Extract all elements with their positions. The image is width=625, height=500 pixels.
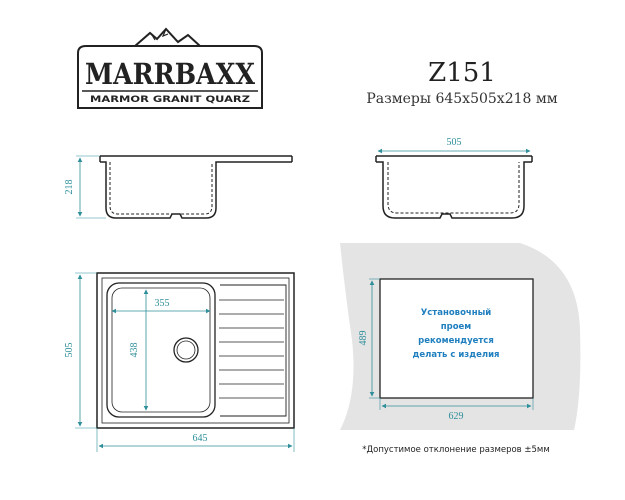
mountain-icon bbox=[135, 29, 200, 46]
model-number: Z151 bbox=[428, 58, 496, 88]
dim-top-depth: 505 bbox=[64, 342, 75, 358]
dim-bowl-depth: 438 bbox=[129, 342, 140, 358]
dim-cutout-height: 489 bbox=[358, 330, 369, 346]
brand-name: MARRBAXX bbox=[85, 57, 256, 91]
drain-icon bbox=[174, 338, 198, 362]
dim-cutout-width: 629 bbox=[448, 411, 464, 422]
cutout-text-line2: проем bbox=[440, 322, 472, 332]
size-label: Размеры 645х505х218 мм bbox=[366, 91, 558, 107]
dim-bowl-width: 355 bbox=[154, 298, 170, 309]
tolerance-footnote: *Допустимое отклонение размеров ±5мм bbox=[362, 445, 550, 455]
dim-side-height: 218 bbox=[64, 179, 75, 195]
brand-logo bbox=[78, 29, 262, 108]
side-view bbox=[64, 156, 292, 218]
cutout-diagram bbox=[340, 243, 580, 430]
cutout-text-line4: делать с изделия bbox=[412, 350, 500, 360]
cutout-text-line1: Установочный bbox=[420, 308, 492, 318]
dim-front-width: 505 bbox=[446, 137, 462, 148]
front-view bbox=[376, 137, 532, 218]
top-view bbox=[64, 273, 294, 452]
cutout-text-line3: рекомендуется bbox=[418, 336, 494, 346]
brand-tagline: MARMOR GRANIT QUARZ bbox=[90, 95, 250, 105]
dim-total-width: 645 bbox=[192, 433, 208, 444]
